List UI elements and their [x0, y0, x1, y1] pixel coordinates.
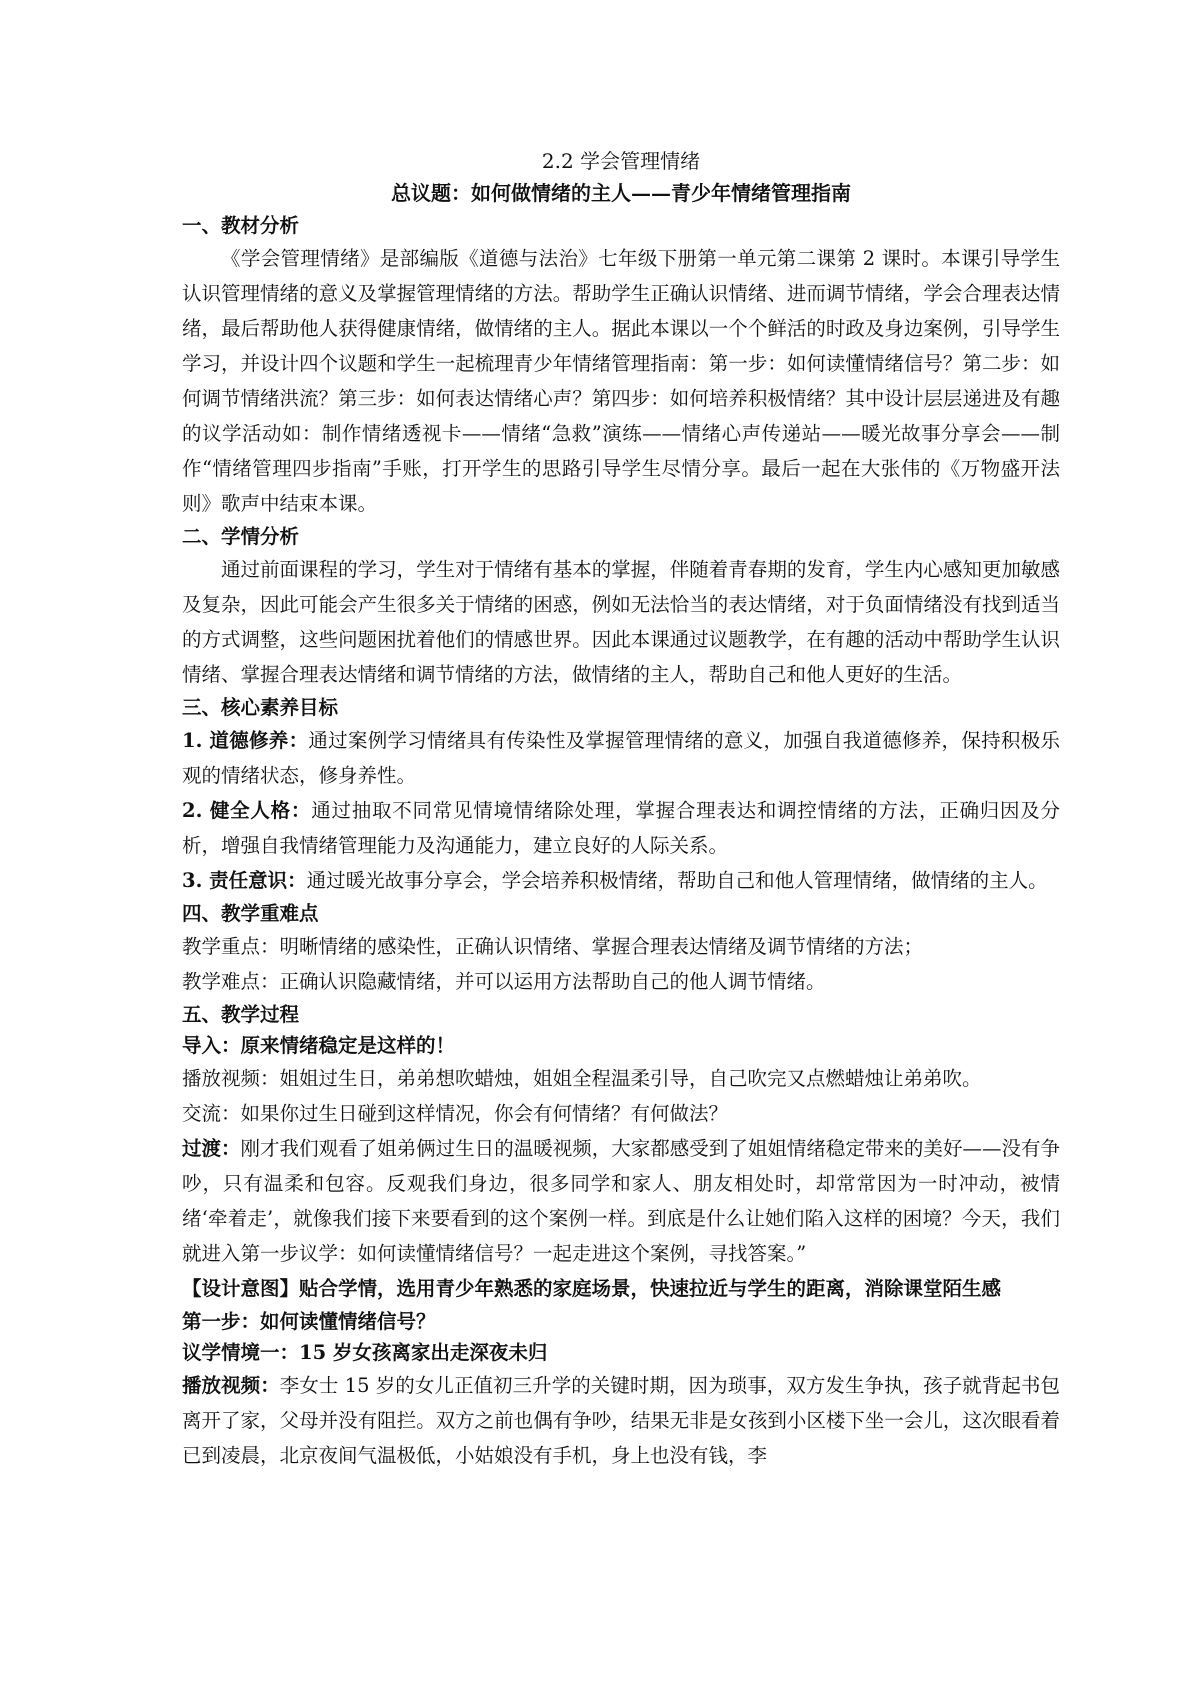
goal-label: 2. 健全人格： — [182, 799, 312, 822]
transition-paragraph — [182, 1131, 1060, 1271]
textbook-analysis-paragraph: 《学会管理情绪》是部编版《道德与法治》七年级下册第一单元第二课第 2 课时。本课引导学生认识管理情绪的意义及掌握管理情绪的方法。帮助学生正确认识情绪、进而调节情绪，学会合理表达情绪，最后帮助他人获得健康情绪，做情绪的主人。据此本课以一个个鲜活的时政及身边案例，引导学生学习，并设计四个议题和学生一起梳理青少年情绪管理指南：第一步：如何读懂情绪信号？第二步：如何调节情绪洪流？第三步：如何表达情绪心声？第四步：如何培养积极情绪？其中设计层层递进及有趣的议学活动如：制作情绪透视卡——情绪“急救”演练——情绪心声传递站——暖光故事分享会——制作“情绪管理四步指南”手账，打开学生的思路引导学生尽情分享。最后一起在大张伟的《万物盛开法则》歌声中结束本课。 — [182, 247, 1060, 515]
design-intent-paragraph: 【设计意图】贴合学情，选用青少年熟悉的家庭场景，快速拉近与学生的距离，消除课堂陌生感 — [182, 1277, 1002, 1300]
transition-label: 过渡： — [182, 1137, 241, 1160]
video-paragraph-runaway — [182, 1368, 1060, 1473]
intro-heading: 导入：原来情绪稳定是这样的！ — [182, 1034, 456, 1057]
goal-text: 通过暖光故事分享会，学会培养积极情绪，帮助自己和他人管理情绪，做情绪的主人。 — [306, 869, 1048, 892]
goal-item-responsibility — [182, 863, 1060, 898]
goal-item-personality — [182, 793, 1060, 863]
document-subtitle: 总议题：如何做情绪的主人——青少年情绪管理指南 — [391, 181, 851, 205]
exchange-line: 交流：如果你过生日碰到这样情况，你会有何情绪？有何做法？ — [182, 1102, 729, 1125]
section-heading-core-goals: 三、核心素养目标 — [182, 696, 339, 719]
goal-text: 通过案例学习情绪具有传染性及掌握管理情绪的意义，加强自我道德修养，保持积极乐观的情绪状态，修身养性。 — [182, 729, 1060, 787]
video-text: 李女士 15 岁的女儿正值初三升学的关键时期，因为琐事，双方发生争执，孩子就背起书包离开了家，父母并没有阻拦。双方之前也偶有争吵，结果无非是女孩到小区楼下坐一会儿，这次眼看着已到凌晨，北京夜间气温极低，小姑娘没有手机，身上也没有钱，李 — [182, 1374, 1060, 1467]
goal-label: 1. 道德修养： — [182, 729, 309, 752]
goal-text: 通过抽取不同常见情境情绪除处理，掌握合理表达和调控情绪的方法，正确归因及分析，增强自我情绪管理能力及沟通能力，建立良好的人际关系。 — [182, 799, 1060, 857]
goal-label: 3. 责任意识： — [182, 869, 307, 892]
document-title: 2.2 学会管理情绪 — [541, 149, 701, 173]
video-label: 播放视频： — [182, 1374, 280, 1397]
section-heading-student-analysis: 二、学情分析 — [182, 525, 300, 548]
step1-heading: 第一步：如何读懂情绪信号？ — [182, 1310, 436, 1333]
section-heading-key-points: 四、教学重难点 — [182, 902, 319, 925]
key-point-line: 教学重点：明晰情绪的感染性，正确认识情绪、掌握合理表达情绪及调节情绪的方法； — [182, 935, 924, 958]
scenario1-heading: 议学情境一：15 岁女孩离家出走深夜未归 — [182, 1341, 548, 1364]
section-heading-teaching-process: 五、教学过程 — [182, 1003, 300, 1026]
difficult-point-line: 教学难点：正确认识隐藏情绪，并可以运用方法帮助自己的他人调节情绪。 — [182, 970, 826, 993]
goal-item-moral — [182, 723, 1060, 793]
video-line-birthday: 播放视频：姐姐过生日，弟弟想吹蜡烛，姐姐全程温柔引导，自己吹完又点燃蜡烛让弟弟吹。 — [182, 1067, 982, 1090]
transition-text: 刚才我们观看了姐弟俩过生日的温暖视频，大家都感受到了姐姐情绪稳定带来的美好——没有争吵，只有温柔和包容。反观我们身边，很多同学和家人、朋友相处时，却常常因为一时冲动，被情绪‘牵着走’，就像我们接下来要看到的这个案例一样。到底是什么让她们陷入这样的困境？今天，我们就进入第一步议学：如何读懂情绪信号？一起走进这个案例，寻找答案。” — [182, 1137, 1060, 1265]
student-analysis-paragraph: 通过前面课程的学习，学生对于情绪有基本的掌握，伴随着青春期的发育，学生内心感知更加敏感及复杂，因此可能会产生很多关于情绪的困惑，例如无法恰当的表达情绪，对于负面情绪没有找到适当的方式调整，这些问题困扰着他们的情感世界。因此本课通过议题教学，在有趣的活动中帮助学生认识情绪、掌握合理表达情绪和调节情绪的方法，做情绪的主人，帮助自己和他人更好的生活。 — [182, 558, 1060, 686]
section-heading-textbook-analysis: 一、教材分析 — [182, 214, 300, 237]
